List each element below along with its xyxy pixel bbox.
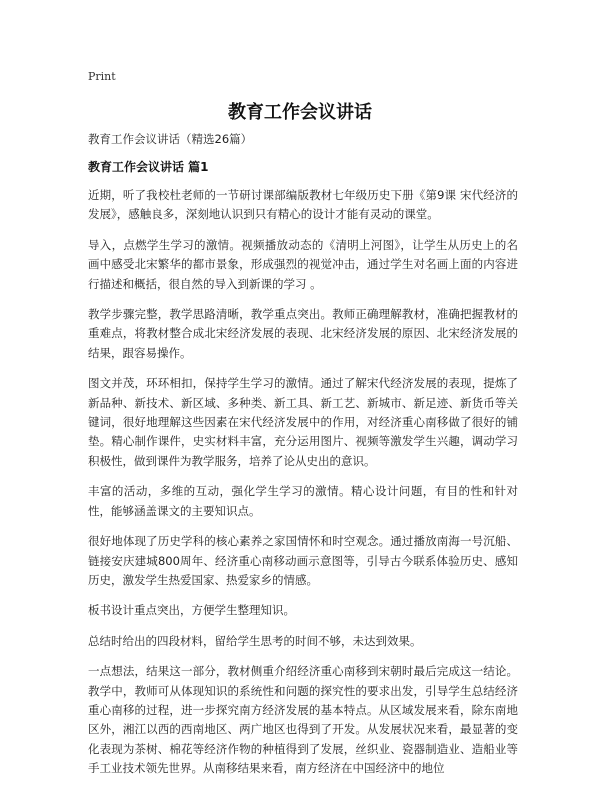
page-title: 教育工作会议讲话 bbox=[228, 102, 372, 123]
paragraph: 近期，听了我校杜老师的一节研讨课部编版教材七年级历史下册《第9课 宋代经济的发展》，感触良多，深刻地认识到只有精心的设计才能有灵动的课堂。 bbox=[88, 188, 518, 222]
paragraph: 很好地体现了历史学科的核心素养之家国情怀和时空观念。通过播放南海一号沉船、链接安庆建城800周年、经济重心南移动画示意图等，引导古今联系体验历史、感知历史，激发学生热爱国家、热爱家乡的情感。 bbox=[88, 534, 518, 587]
paragraph: 图文并茂，环环相扣，保持学生学习的激情。通过了解宋代经济发展的表现，提炼了新品种、新技术、新区域、多种类、新工具、新工艺、新城市、新足迹、新货币等关键词，很好地理解这些因素在宋代经济发展中的作用，对经济重心南移做了很好的铺垫。精心制作课件，史实材料丰富，充分运用图片、视频等激发学生兴趣，调动学习积极性，做到课件为教学服务，培养了论从史出的意识。 bbox=[88, 376, 518, 468]
paragraph: 板书设计重点突出，方便学生整理知识。 bbox=[88, 603, 295, 618]
document-body bbox=[88, 130, 518, 790]
paragraph: 丰富的活动，多维的互动，强化学生学习的激情。精心设计问题，有目的性和针对性，能够涵盖课文的主要知识点。 bbox=[88, 484, 518, 518]
paragraph: 教学步骤完整，教学思路清晰，教学重点突出。教师正确理解教材，准确把握教材的重难点，将教材整合成北宋经济发展的表现、北宋经济发展的原因、北宋经济发展的结果，跟容易操作。 bbox=[88, 307, 518, 360]
paragraph: 总结时给出的四段材料，留给学生思考的时间不够，未达到效果。 bbox=[88, 633, 422, 648]
section-heading: 教育工作会议讲话 篇1 bbox=[88, 160, 209, 174]
paragraph: 导入，点燃学生学习的激情。视频播放动态的《清明上河图》，让学生从历史上的名画中感受北宋繁华的都市景象，形成强烈的视觉冲击，通过学生对名画上面的内容进行描述和概括，很自然的导入到新课的学习 。 bbox=[88, 237, 518, 291]
print-link[interactable]: Print bbox=[88, 70, 116, 83]
document-subtitle: 教育工作会议讲话（精选26篇） bbox=[88, 132, 253, 146]
paragraph: 一点想法，结果这一部分，教材侧重介绍经济重心南移到宋朝时最后完成这一结论。教学中，教师可从体现知识的系统性和问题的探究性的要求出发，引导学生总结经济重心南移的过程，进一步探究南方经济发展的基本特点。从区域发展来看，除东南地区外，湘江以西的西南地区、两广地区也得到了开发。从发展状况来看，最显著的变化表现为茶树、棉花等经济作物的种植得到了发展，丝织业、瓷器制造业、造船业等手工业技术领先世界。从南移结果来看，南方经济在中国经济中的地位 bbox=[88, 664, 518, 776]
